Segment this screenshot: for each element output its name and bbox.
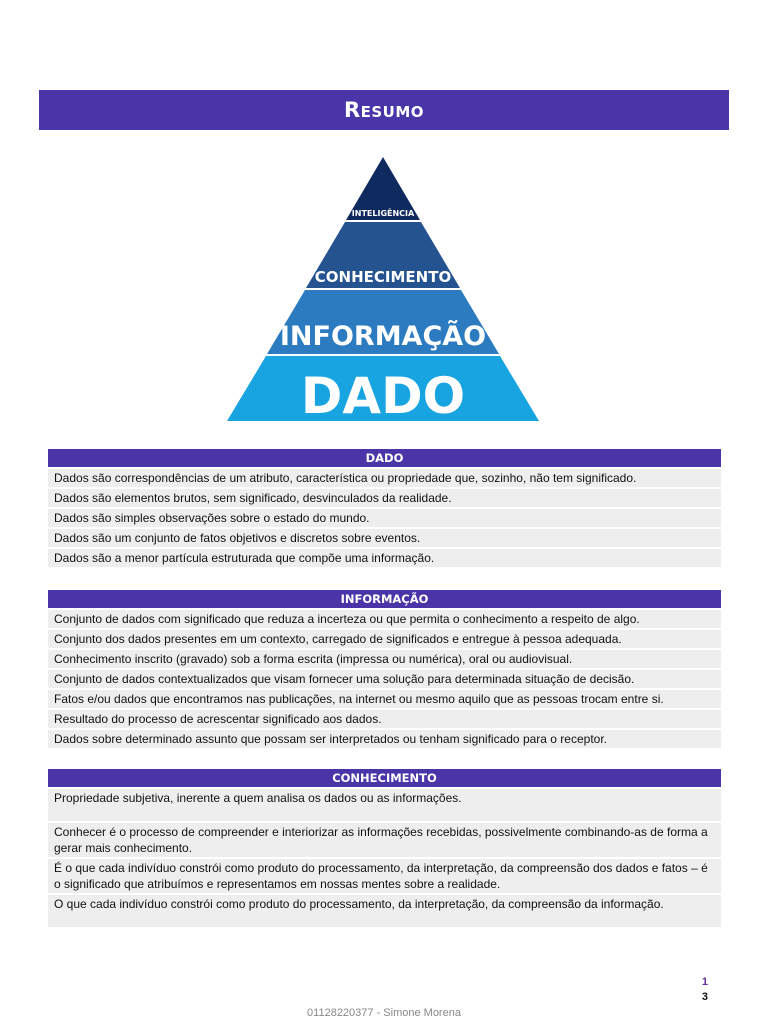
table-row: Dados sobre determinado assunto que possam ser interpretados ou tenham significado para o receptor. [48, 730, 721, 748]
table-row: Conhecimento inscrito (gravado) sob a forma escrita (impressa ou numérica), oral ou audiovisual. [48, 650, 721, 668]
table-row: Dados são um conjunto de fatos objetivos e discretos sobre eventos. [48, 529, 721, 547]
section-header: INFORMAÇÃO [48, 590, 721, 608]
table-row: É o que cada indivíduo constrói como produto do processamento, da interpretação, da compreensão dos dados e fatos – é o significado que atribuímos e representamos em nossas mentes sobre a realidade. [48, 859, 721, 893]
section-conhecimento [48, 769, 721, 927]
table-row: Dados são elementos brutos, sem significado, desvinculados da realidade. [48, 489, 721, 507]
table-row: Conhecer é o processo de compreender e interiorizar as informações recebidas, possivelmente combinando-as de forma a gerar mais conhecimento. [48, 823, 721, 857]
table-row: Conjunto de dados contextualizados que visam fornecer uma solução para determinada situação de decisão. [48, 670, 721, 688]
pyramid-label-informacao: INFORMAÇÃO [279, 321, 487, 352]
table-row: Conjunto de dados com significado que reduza a incerteza ou que permita o conhecimento a respeito de algo. [48, 610, 721, 628]
table-row: Dados são simples observações sobre o estado do mundo. [48, 509, 721, 527]
table-row: O que cada indivíduo constrói como produto do processamento, da interpretação, da compreensão da informação. [48, 895, 721, 927]
table-row: Conjunto dos dados presentes em um contexto, carregado de significados e entregue à pessoa adequada. [48, 630, 721, 648]
pyramid-label-inteligencia: INTELIGÊNCIA [351, 209, 415, 218]
section-header: DADO [48, 449, 721, 467]
banner-title: Resumo [343, 98, 425, 122]
section-header: CONHECIMENTO [48, 769, 721, 787]
knowledge-pyramid [0, 0, 768, 430]
pyramid-label-conhecimento: CONHECIMENTO [314, 268, 452, 286]
table-row: Dados são correspondências de um atributo, característica ou propriedade que, sozinho, não tem significado. [48, 469, 721, 487]
table-row: Dados são a menor partícula estruturada que compõe uma informação. [48, 549, 721, 567]
footer-text: 01128220377 - Simone Morena [307, 1007, 461, 1019]
section-dado [48, 449, 721, 567]
table-row: Propriedade subjetiva, inerente a quem analisa os dados ou as informações. [48, 789, 721, 821]
table-row: Fatos e/ou dados que encontramos nas publicações, na internet ou mesmo aquilo que as pessoas trocam entre si. [48, 690, 721, 708]
table-row: Resultado do processo de acrescentar significado aos dados. [48, 710, 721, 728]
section-informacao [48, 590, 721, 748]
page-number-total: 3 [701, 991, 708, 1003]
pyramid-label-dado: DADO [300, 367, 466, 425]
page-number-current: 1 [701, 976, 708, 988]
